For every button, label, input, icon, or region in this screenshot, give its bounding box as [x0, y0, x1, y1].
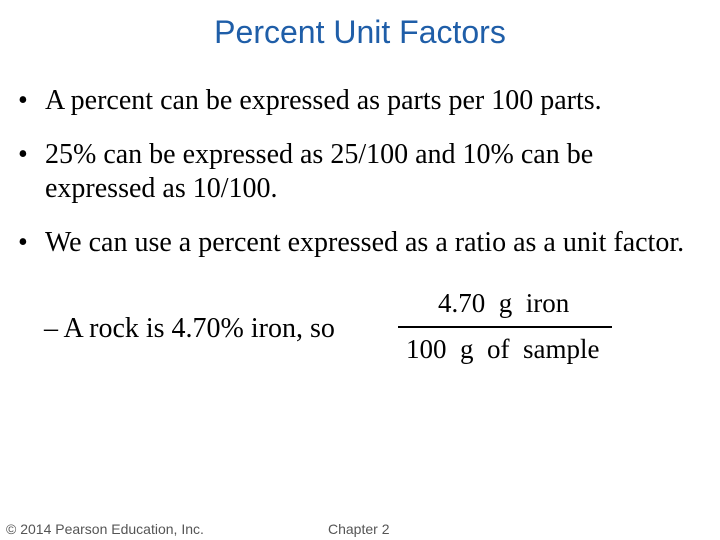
fraction-numerator: 4.70 g iron	[438, 288, 570, 318]
bullet-text: 25% can be expressed as 25/100 and 10% can be expressed as 10/100.	[45, 139, 594, 204]
bullet-text: A percent can be expressed as parts per 100 parts.	[45, 85, 602, 116]
bullet-item	[18, 138, 708, 206]
bullet-item	[18, 226, 708, 260]
bullet-marker: •	[18, 85, 28, 116]
fraction-denominator: 100 g of sample	[406, 334, 600, 364]
fraction-bar	[398, 326, 612, 328]
slide-title: Percent Unit Factors	[214, 14, 506, 50]
footer-copyright: © 2014 Pearson Education, Inc.	[6, 521, 204, 537]
bullet-marker: •	[18, 227, 28, 258]
sub-bullet: – A rock is 4.70% iron, so	[44, 313, 335, 344]
bullet-item	[18, 84, 708, 118]
bullet-marker: •	[18, 139, 28, 170]
bullet-text: We can use a percent expressed as a ratio as a unit factor.	[45, 227, 685, 258]
footer-chapter: Chapter 2	[328, 521, 390, 537]
